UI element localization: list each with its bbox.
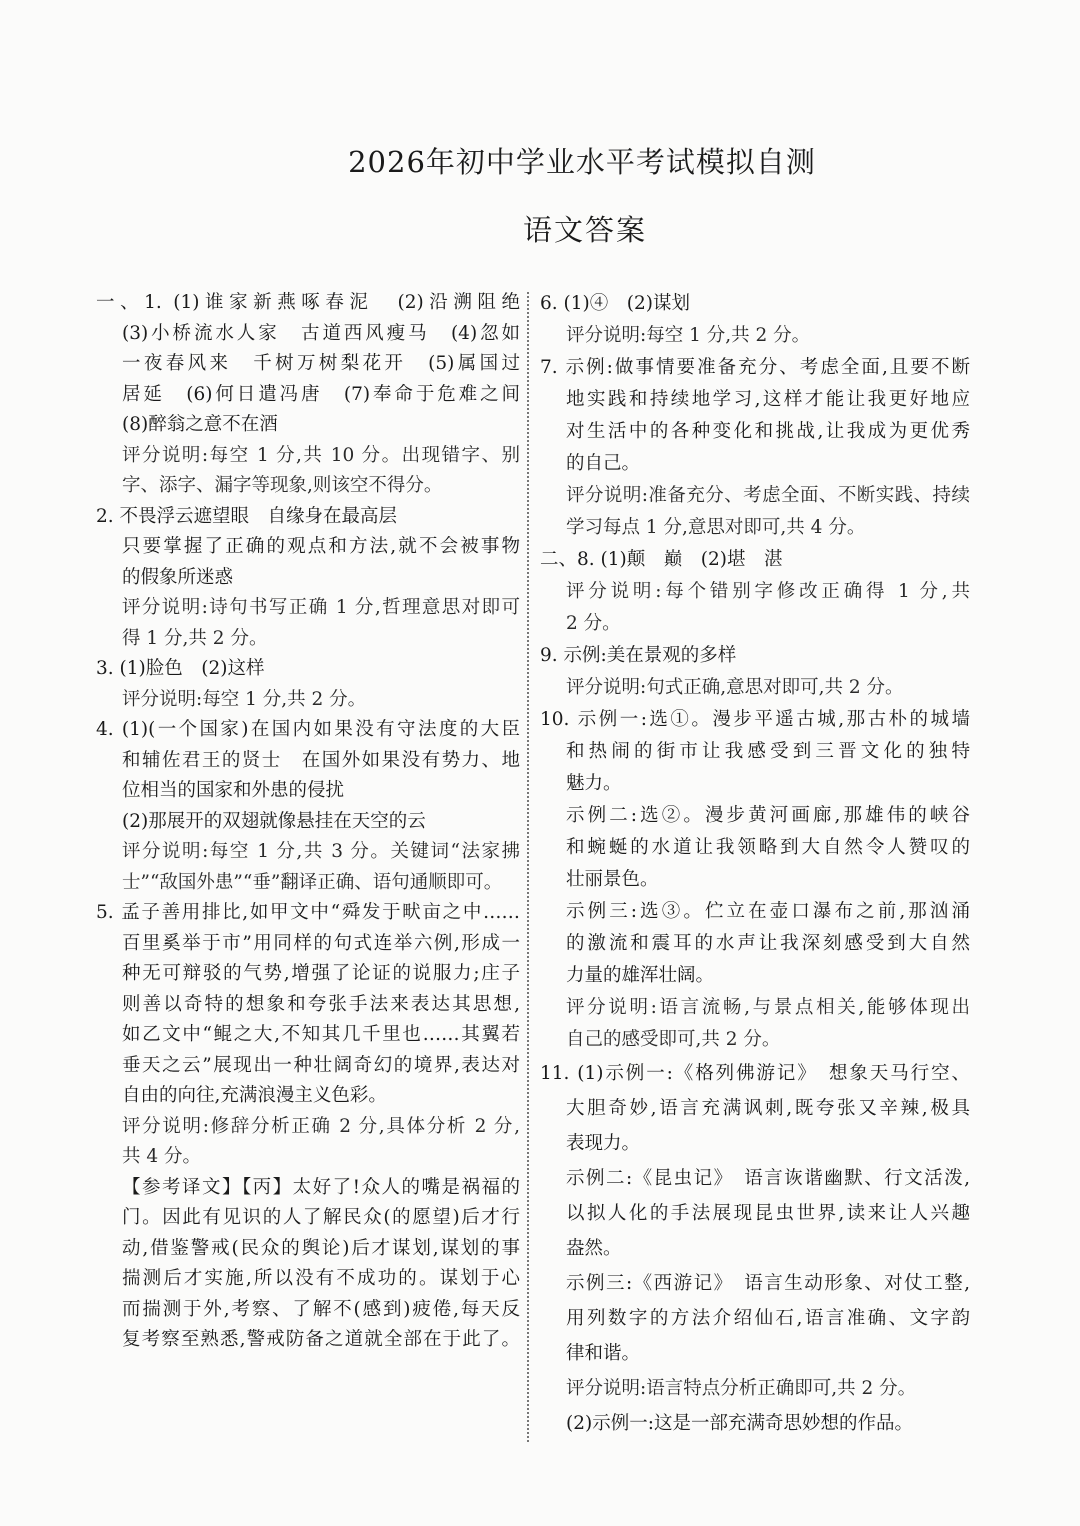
answer-line: 评分说明:每空 1 分,共 2 分。	[122, 688, 367, 710]
answer-line: 揣测后才实施,所以没有不成功的。谋划于心	[122, 1268, 520, 1289]
answer-line: 示例三:《西游记》 语言生动形象、对仗工整,	[566, 1273, 970, 1294]
answer-line: 评分说明:每个错别字修改正确得 1 分,共	[566, 581, 970, 602]
answer-line: 以拟人化的手法展现昆虫世界,读来让人兴趣	[566, 1203, 970, 1224]
answer-line: 魅力。	[566, 773, 622, 794]
answer-line: (8)醉翁之意不在酒	[122, 414, 278, 435]
answer-line: 评分说明:准备充分、考虑全面、不断实践、持续	[566, 485, 970, 506]
answer-line: 而揣测于外,考察、了解不(感到)疲倦,每天反	[122, 1298, 520, 1320]
answer-line: 评分说明:语言特点分析正确即可,共 2 分。	[566, 1378, 917, 1399]
answer-line: 2 分。	[566, 613, 621, 634]
answer-line: 5. 孟子善用排比,如甲文中“舜发于畎亩之中……	[96, 902, 520, 923]
answer-line: (3)小桥流水人家 古道西风瘦马 (4)忽如	[122, 322, 520, 344]
answer-line: 的假象所迷惑	[122, 566, 234, 588]
answer-line: 门。因此有见识的人了解民众(的愿望)后才行	[122, 1207, 520, 1228]
answer-line: 盎然。	[566, 1238, 622, 1259]
answer-line: 用列数字的方法介绍仙石,语言准确、文字韵	[566, 1308, 970, 1329]
answer-line: 评分说明:诗句书写正确 1 分,哲理意思对即可	[122, 597, 520, 618]
answer-line: 2. 不畏浮云遮望眼 自缘身在最高层	[96, 505, 398, 527]
answer-line: 3. (1)脸色 (2)这样	[96, 658, 265, 679]
answer-line: 4. (1)(一个国家)在国内如果没有守法度的大臣	[96, 719, 520, 740]
answer-line: 对生活中的各种变化和挑战,让我成为更优秀	[566, 421, 970, 442]
answer-line: 【参考译文】【丙】太好了!众人的嘴是祸福的	[122, 1176, 520, 1198]
answer-line: 和蜿蜒的水道让我领略到大自然令人赞叹的	[566, 837, 970, 858]
answer-line: 10. 示例一:选①。漫步平遥古城,那古朴的城墙	[540, 709, 970, 730]
answer-line: 大胆奇妙,语言充满讽刺,既夸张又辛辣,极具	[566, 1098, 970, 1119]
answer-line: 示例二:《昆虫记》 语言诙谐幽默、行文活泼,	[566, 1168, 970, 1189]
answer-line: 地实践和持续地学习,这样才能让我更好地应	[566, 389, 970, 410]
answer-line: 百里奚举于市”用同样的句式连举六例,形成一	[122, 932, 520, 954]
answer-line: 只要掌握了正确的观点和方法,就不会被事物	[122, 536, 520, 557]
answer-line: 位相当的国家和外患的侵扰	[122, 780, 345, 801]
answer-line: 评分说明:句式正确,意思对即可,共 2 分。	[566, 677, 904, 698]
answer-line: 学习每点 1 分,意思对即可,共 4 分。	[566, 517, 866, 538]
answer-line: 垂天之云”展现出一种壮阔奇幻的境界,表达对	[122, 1054, 520, 1076]
answer-line: 居延 (6)何日遣冯唐 (7)奉命于危难之间	[122, 383, 520, 405]
answer-line: 11. (1)示例一:《格列佛游记》 想象天马行空、	[540, 1063, 970, 1084]
answer-line: (2)示例一:这是一部充满奇思妙想的作品。	[566, 1413, 913, 1434]
answer-line: 一、1. (1)谁家新燕啄春泥 (2)沿溯阻绝	[96, 292, 520, 313]
answer-line: 动,借鉴警戒(民众的舆论)后才谋划,谋划的事	[122, 1237, 520, 1259]
answer-line: 评分说明:修辞分析正确 2 分,具体分析 2 分,	[122, 1115, 520, 1137]
answer-line: 表现力。	[566, 1133, 641, 1154]
answer-line: 7. 示例:做事情要准备充分、考虑全面,且要不断	[540, 357, 970, 378]
answer-line: 种无可辩驳的气势,增强了论证的说服力;庄子	[122, 963, 520, 984]
answer-line: 的自己。	[566, 453, 641, 474]
left-column	[96, 288, 520, 1356]
answer-line: 和辅佐君王的贤士 在国外如果没有势力、地	[122, 749, 520, 771]
answer-line: 壮丽景色。	[566, 869, 659, 890]
answer-line: 和热闹的街市让我感受到三晋文化的独特	[566, 741, 970, 762]
answer-line: 示例二:选②。漫步黄河画廊,那雄伟的峡谷	[566, 805, 970, 826]
answer-line: 如乙文中“鲲之大,不知其几千里也……其翼若	[122, 1024, 520, 1045]
answer-line: 评分说明:每空 1 分,共 3 分。关键词“法家拂	[122, 841, 520, 862]
answer-line: 共 4 分。	[122, 1146, 202, 1167]
answer-line: 评分说明:每空 1 分,共 10 分。出现错字、别	[122, 444, 520, 466]
column-divider	[527, 292, 529, 1442]
answer-line: 则善以奇特的想象和夸张手法来表达其思想,	[122, 993, 520, 1015]
answer-line: 士”“敌国外患”“垂”翻译正确、语句通顺即可。	[122, 871, 503, 893]
answer-line: 得 1 分,共 2 分。	[122, 627, 268, 649]
answer-line: 一夜春风来 千树万树梨花开 (5)属国过	[122, 353, 520, 374]
answer-line: 评分说明:每空 1 分,共 2 分。	[566, 325, 811, 346]
answer-line: 复考察至熟悉,警戒防备之道就全部在于此了。	[122, 1329, 520, 1350]
right-column	[540, 288, 970, 1441]
answer-line: 自己的感受即可,共 2 分。	[566, 1029, 781, 1050]
answer-line: (2)那展开的双翅就像悬挂在天空的云	[122, 810, 426, 832]
answer-line: 的激流和震耳的水声让我深刻感受到大自然	[566, 933, 970, 954]
answer-line: 律和谐。	[566, 1343, 641, 1364]
answer-line: 9. 示例:美在景观的多样	[540, 645, 737, 666]
answer-line: 示例三:选③。伫立在壶口瀑布之前,那汹涌	[566, 901, 970, 922]
answer-line: 评分说明:语言流畅,与景点相关,能够体现出	[566, 997, 970, 1018]
answer-line: 字、添字、漏字等现象,则该空不得分。	[122, 475, 443, 496]
answer-line: 自由的向往,充满浪漫主义色彩。	[122, 1085, 387, 1106]
page-subtitle: 语文答案	[522, 213, 647, 247]
page-title: 2026年初中学业水平考试模拟自测	[348, 145, 816, 179]
answer-line: 6. (1)④ (2)谋划	[540, 293, 690, 314]
answer-line: 力量的雄浑壮阔。	[566, 965, 715, 986]
answer-line: 二、8. (1)颠 巅 (2)堪 湛	[540, 549, 783, 570]
